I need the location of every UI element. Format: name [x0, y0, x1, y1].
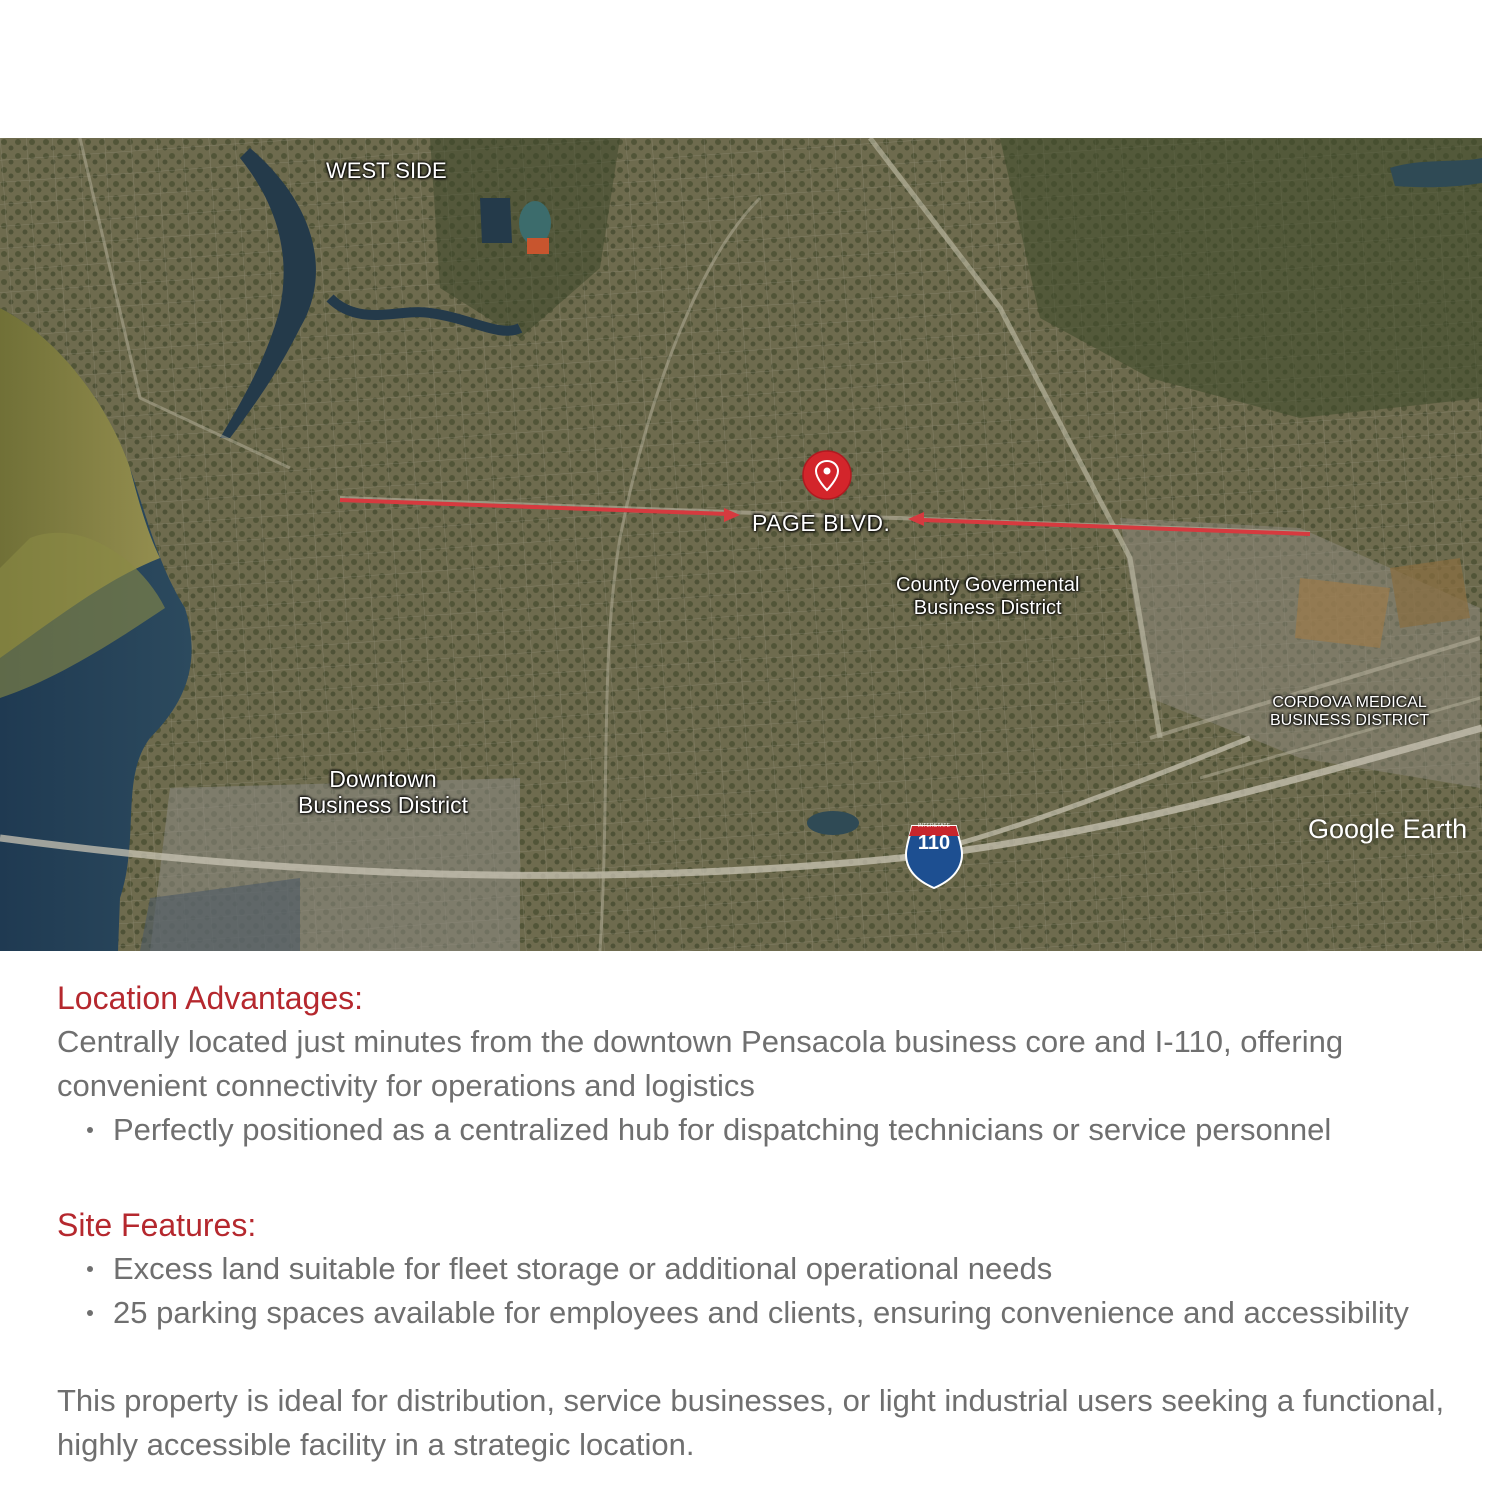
cordova-label-line1: CORDOVA MEDICAL [1272, 694, 1427, 711]
location-paragraph: Centrally located just minutes from the downtown Pensacola business core and I-110, offering convenient connectivity for operations and logistics [57, 1024, 1344, 1103]
county-label-line2: Business District [913, 597, 1062, 619]
site-bullet [57, 1291, 1457, 1335]
bullet-dot-icon [87, 1266, 93, 1272]
west-side-label: WEST SIDE [326, 158, 447, 183]
description-section [57, 976, 1457, 1467]
bullet-dot-icon [87, 1310, 93, 1316]
top-blank-area [0, 0, 1489, 138]
site-bullet-text: Excess land suitable for fleet storage or additional operational needs [113, 1251, 1053, 1286]
county-district-label [896, 574, 1079, 620]
location-advantages-heading: Location Advantages: [57, 980, 364, 1016]
downtown-label-line1: Downtown [329, 766, 437, 792]
spacer [57, 1152, 1457, 1203]
location-bullet-list [57, 1108, 1457, 1152]
aerial-map [0, 138, 1482, 951]
google-earth-watermark: Google Earth [1308, 814, 1468, 844]
interstate-shield-number: 110 [917, 832, 951, 854]
interstate-shield-text [906, 822, 962, 856]
spacer [57, 1335, 1457, 1379]
location-bullet-text: Perfectly positioned as a centralized hub for dispatching technicians or service personnel [113, 1112, 1332, 1147]
cordova-label-line2: BUSINESS DISTRICT [1270, 712, 1430, 730]
page-blvd-label: PAGE BLVD. [752, 510, 891, 536]
interstate-shield-top-text: INTERSTATE [917, 823, 951, 829]
cordova-district-label [1270, 694, 1429, 731]
county-label-line1: County Govermental [896, 574, 1080, 596]
downtown-label-line2: Business District [298, 792, 468, 819]
site-features-heading: Site Features: [57, 1207, 257, 1243]
location-pin-icon [803, 451, 851, 499]
bullet-dot-icon [87, 1127, 93, 1133]
aerial-map-image [0, 138, 1482, 951]
site-bullet-list [57, 1247, 1457, 1335]
site-bullet [57, 1247, 1457, 1291]
closing-paragraph: This property is ideal for distribution, service businesses, or light industrial users seeking a functional, highly accessible facility in a strategic location. [57, 1383, 1445, 1462]
location-bullet [57, 1108, 1457, 1152]
site-bullet-text: 25 parking spaces available for employees and clients, ensuring convenience and accessibility [113, 1295, 1409, 1330]
downtown-district-label [298, 766, 468, 819]
